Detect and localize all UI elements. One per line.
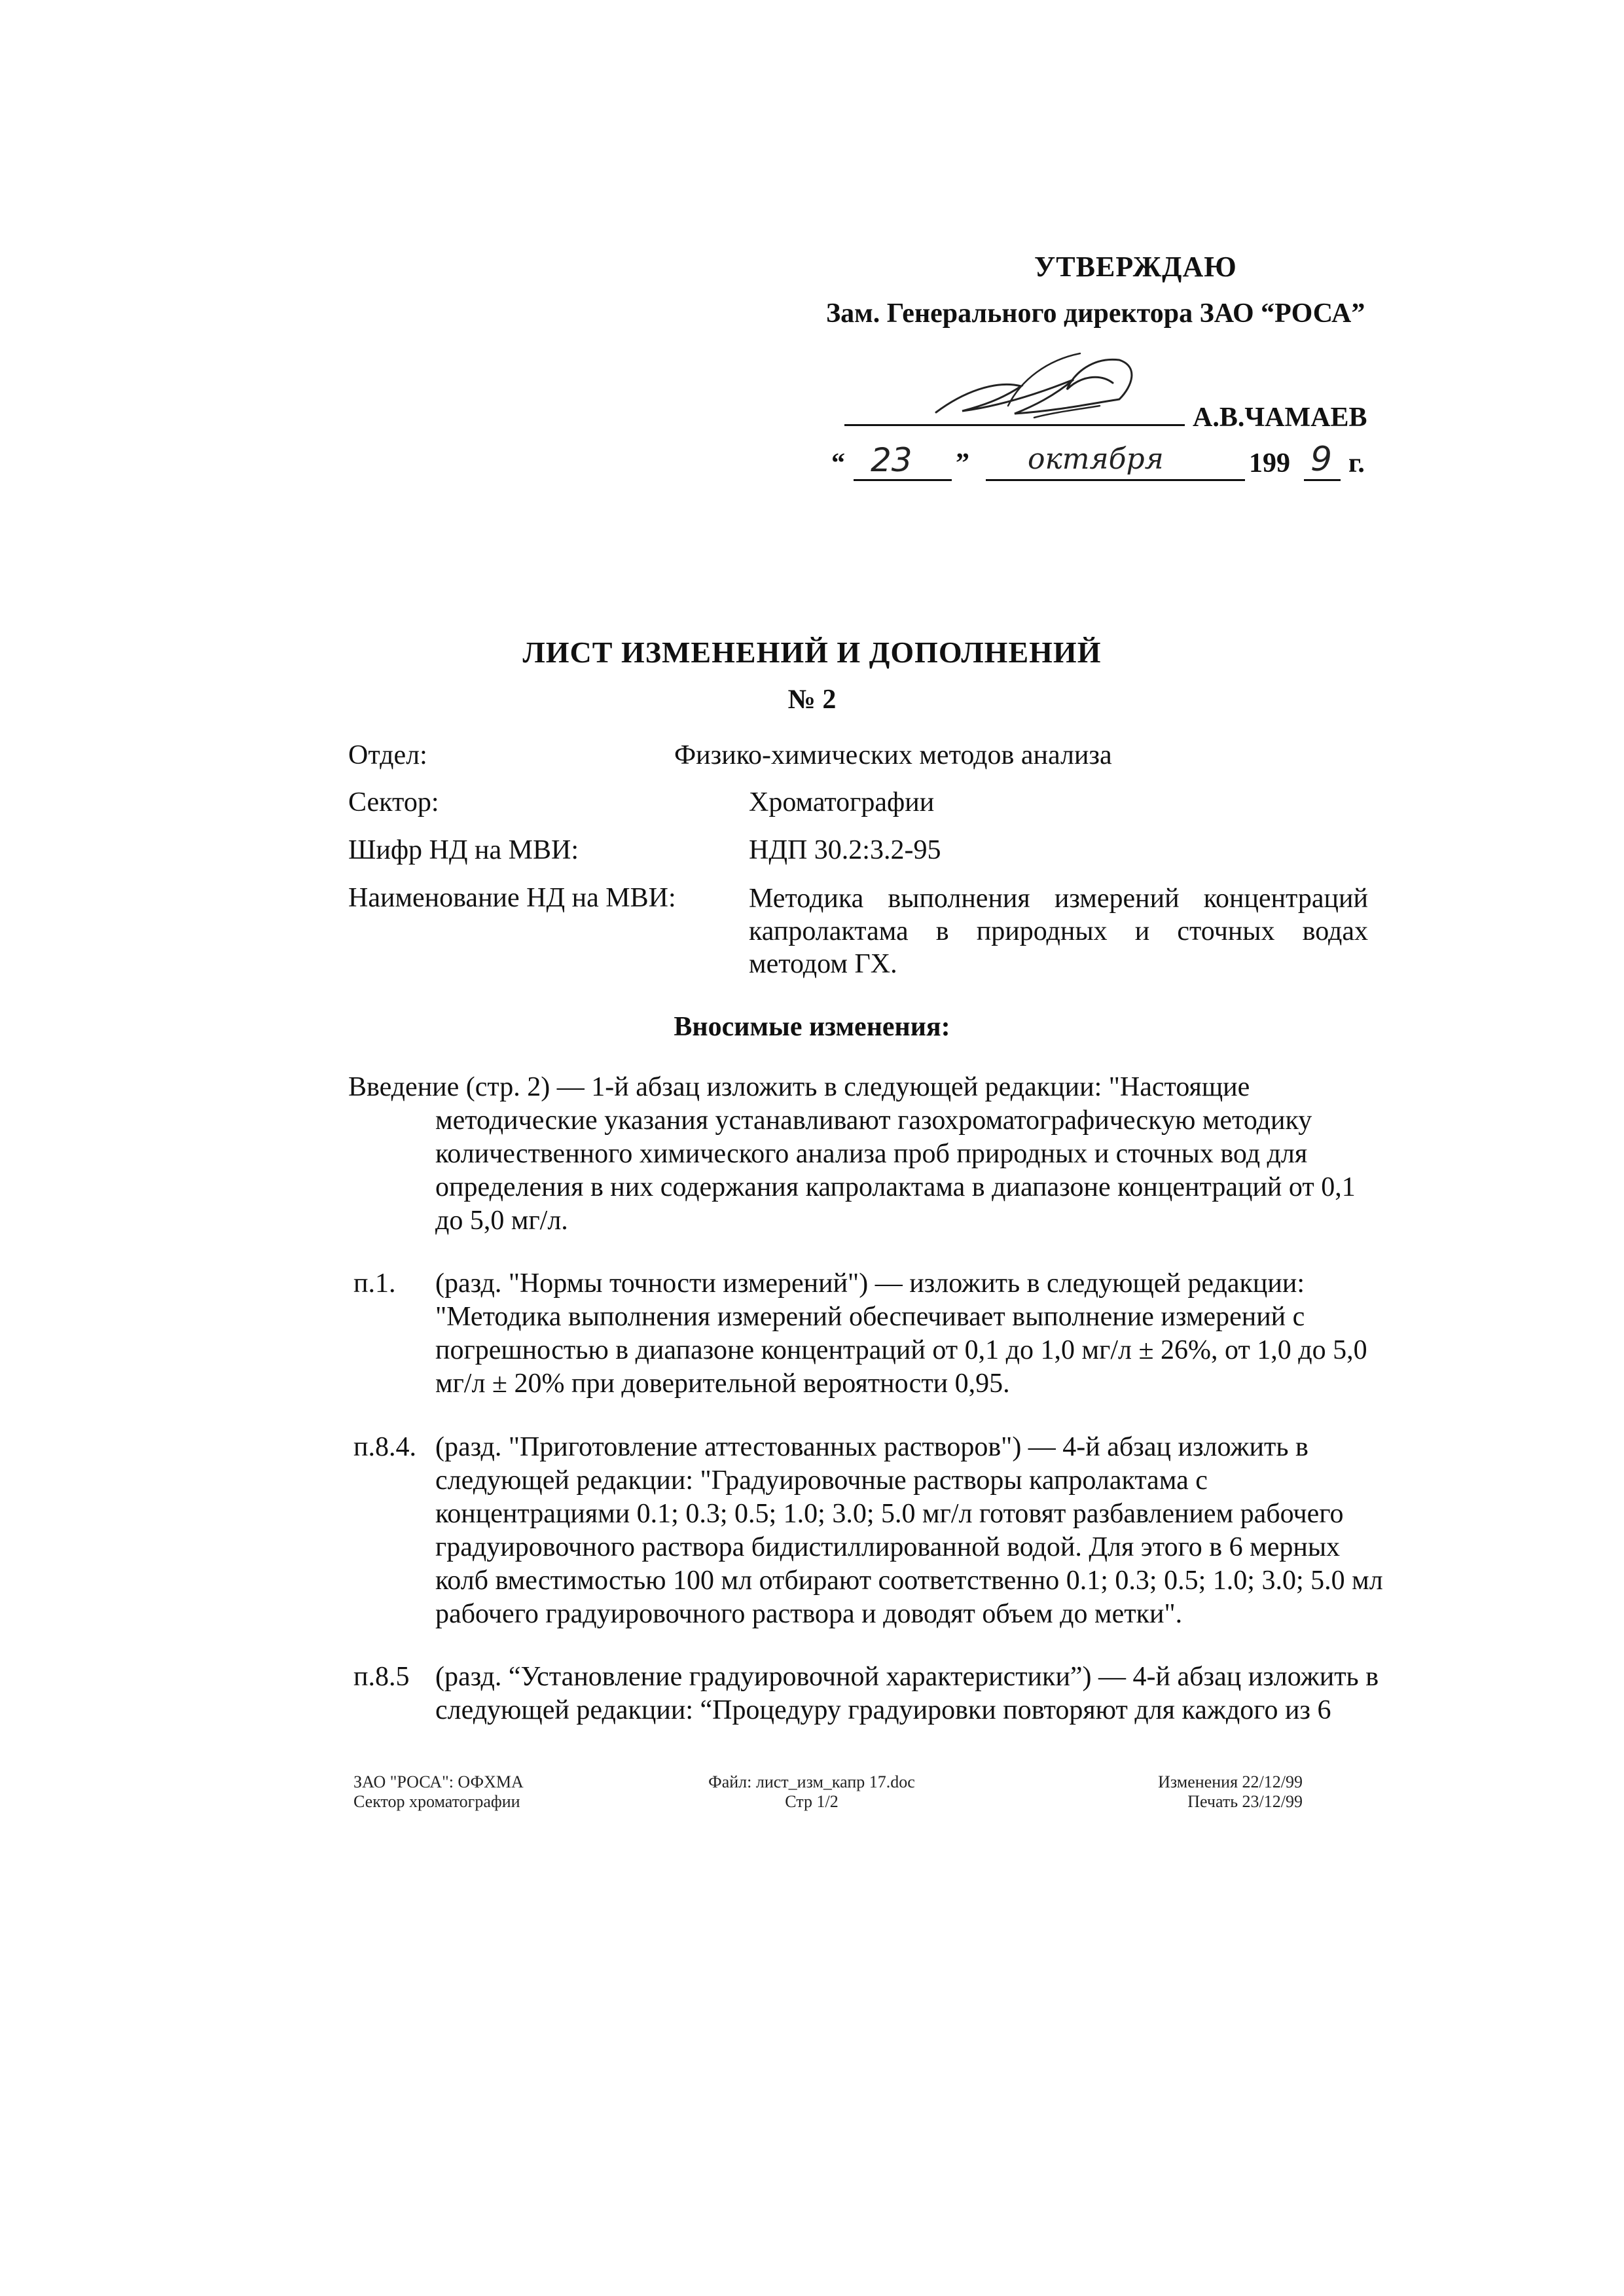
sector-label: Сектор: — [348, 787, 439, 817]
name-label: Наименование НД на МВИ: — [348, 883, 676, 913]
date-year-prefix: 199 — [1249, 448, 1290, 478]
date-day: 23 — [871, 441, 912, 479]
dept-value: Физико-химических методов анализа — [674, 740, 1112, 770]
entry-intro — [348, 1071, 1389, 1238]
date-year-suffix: г. — [1348, 448, 1365, 478]
date-year-digit: 9 — [1310, 440, 1333, 479]
footer-org: ЗАО "РОСА": ОФХМА — [353, 1772, 524, 1791]
entry-text-p85: (разд. “Установление градуировочной характеристики”) — 4-й абзац изложить в следующей редакции: “Процедуру градуировки повторяют для каждого из 6 — [435, 1662, 1379, 1725]
approval-title: УТВЕРЖДАЮ — [1034, 251, 1237, 283]
entry-label-p85: п.8.5 — [353, 1662, 410, 1692]
footer-page: Стр 1/2 — [785, 1792, 839, 1811]
dept-label: Отдел: — [348, 740, 427, 770]
footer-file: Файл: лист_изм_капр 17.doc — [708, 1772, 915, 1791]
document-number: № 2 — [787, 685, 837, 715]
day-underline — [854, 479, 952, 481]
name-value: Методика выполнения измерений концентраций капролактама в природных и сточных водах методом ГХ. — [749, 884, 1368, 979]
footer-sector: Сектор хроматографии — [353, 1792, 520, 1811]
entry-intro-first-line: Введение (стр. 2) — 1-й абзац изложить в следующей редакции: "Настоящие — [348, 1072, 1250, 1102]
entry-intro-text: методические указания устанавливают газохроматографическую методику количественного химического анализа проб природных и сточных вод для определения в них содержания капролактама в диапазоне концентраций от 0,1 до 5,0 мг/л. — [435, 1105, 1356, 1236]
date-month: октября — [1028, 442, 1164, 476]
sector-value: Хроматографии — [749, 787, 935, 817]
entry-text-p84: (разд. "Приготовление аттестованных растворов") — 4-й абзац изложить в следующей редакции: "Градуировочные растворы капролактама с концентрациями 0.1; 0.3; 0.5; 1.0; 3.0; 5.0 мг/л готовят разбавлением рабочего градуировочного раствора бидистиллированной водой. Для этого в 6 мерных колб вместимостью 100 мл отбирают соответственно 0.1; 0.3; 0.5; 1.0; 3.0; 5.0 мл рабочего градуировочного раствора и доводят объем до метки". — [435, 1432, 1383, 1629]
date-quote-close: ” — [956, 448, 969, 478]
document-title: ЛИСТ ИЗМЕНЕНИЙ И ДОПОЛНЕНИЙ — [522, 636, 1102, 669]
approver-position: Зам. Генерального директора ЗАО “РОСА” — [826, 298, 1365, 329]
code-label: Шифр НД на МВИ: — [348, 835, 579, 865]
entry-text-p1: (разд. "Нормы точности измерений") — изложить в следующей редакции: "Методика выполнения измерений обеспечивает выполнение измерений с погрешностью в диапазоне концентраций от 0,1 до 1,0 мг/л ± 26%, от 1,0 до 5,0 мг/л ± 20% при доверительной вероятности 0,95. — [435, 1268, 1367, 1399]
signature-image — [923, 340, 1159, 432]
signature-line — [844, 424, 1185, 426]
footer-right — [1152, 1772, 1303, 1812]
entry-label-p1: п.1. — [353, 1268, 396, 1299]
footer-changed: Изменения 22/12/99 — [1158, 1772, 1303, 1791]
changes-heading: Вносимые изменения: — [674, 1012, 950, 1042]
month-underline — [986, 479, 1245, 481]
footer-printed: Печать 23/12/99 — [1187, 1792, 1303, 1811]
year-underline — [1304, 479, 1341, 481]
approver-name: А.В.ЧАМАЕВ — [1193, 403, 1367, 433]
footer-center — [700, 1772, 923, 1812]
date-quote-open: “ — [831, 448, 845, 478]
code-value: НДП 30.2:3.2-95 — [749, 835, 941, 865]
approval-date — [831, 440, 1368, 487]
entry-label-p84: п.8.4. — [353, 1432, 416, 1462]
footer-left — [353, 1772, 524, 1812]
